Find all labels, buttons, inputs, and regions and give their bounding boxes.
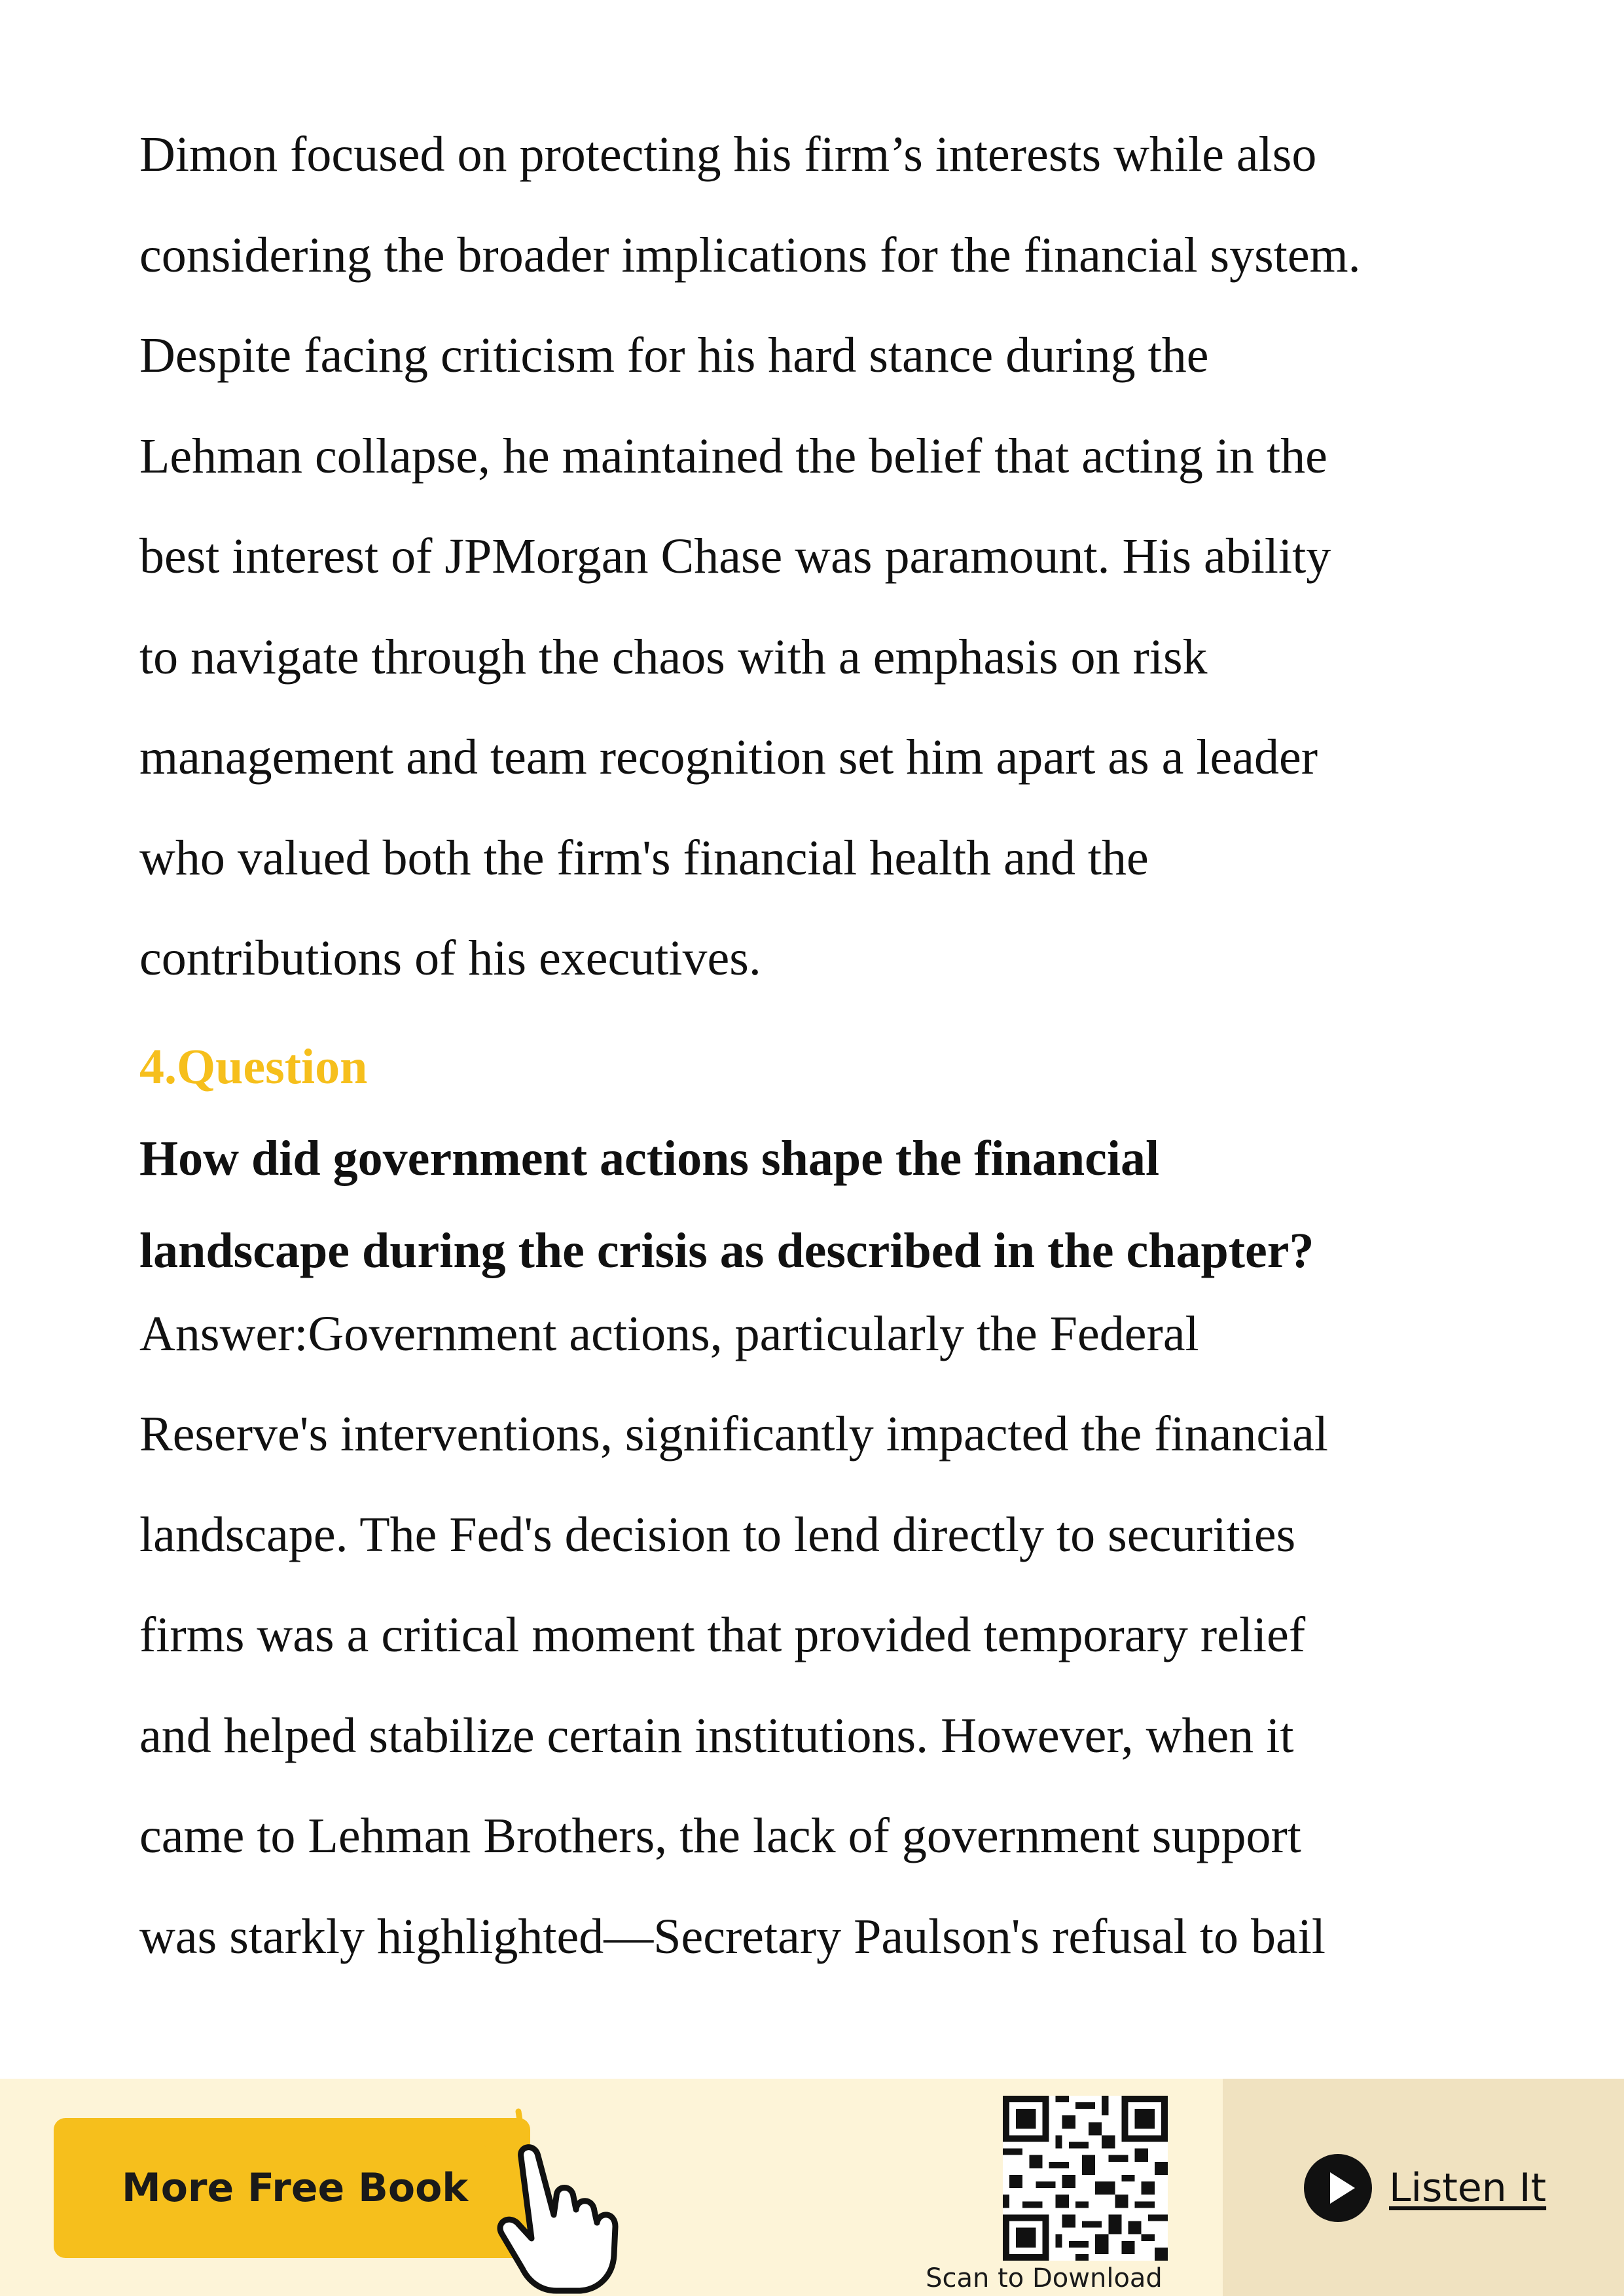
question-title-line: How did government actions shape the financial	[139, 1130, 1160, 1186]
answer-paragraph	[139, 1284, 1514, 1988]
qr-code-icon	[1003, 2096, 1168, 2261]
text-line: Dimon focused on protecting his firm’s interests while also	[139, 127, 1317, 182]
text-line: best interest of JPMorgan Chase was paramount. His ability	[139, 529, 1331, 584]
question-title	[139, 1113, 1514, 1297]
scan-to-download-label: Scan to Download	[926, 2263, 1163, 2293]
answer-line: and helped stabilize certain institutions. However, when it	[139, 1708, 1294, 1763]
text-line: contributions of his executives.	[139, 931, 761, 986]
text-line: Lehman collapse, he maintained the belief that acting in the	[139, 428, 1327, 484]
answer-line: landscape. The Fed's decision to lend directly to securities	[139, 1507, 1296, 1562]
document-body	[139, 105, 1514, 1987]
answer-line: was starkly highlighted—Secretary Paulson's refusal to bail	[139, 1909, 1326, 1964]
text-line: considering the broader implications for the financial system.	[139, 227, 1361, 283]
pointing-hand-icon	[458, 2105, 628, 2295]
text-line: Despite facing criticism for his hard stance during the	[139, 328, 1209, 383]
answer-line: Answer:Government actions, particularly the Federal	[139, 1306, 1199, 1361]
play-icon	[1303, 2153, 1373, 2223]
listen-it-button[interactable]	[1303, 2152, 1546, 2224]
answer-line: Reserve's interventions, significantly impacted the financial	[139, 1407, 1329, 1462]
question-title-line: landscape during the crisis as described in the chapter?	[139, 1223, 1314, 1278]
more-free-book-label: More Free Book	[122, 2165, 469, 2211]
text-line: who valued both the firm's financial health and the	[139, 830, 1149, 886]
footer-bar	[0, 2079, 1624, 2296]
answer-line: came to Lehman Brothers, the lack of government support	[139, 1808, 1301, 1863]
question-label: 4.Question	[139, 1039, 368, 1094]
text-line: to navigate through the chaos with a emphasis on risk	[139, 629, 1208, 685]
listen-it-label: Listen It	[1389, 2165, 1547, 2211]
paragraph	[139, 105, 1514, 1009]
text-line: management and team recognition set him apart as a leader	[139, 730, 1318, 785]
answer-line: firms was a critical moment that provided temporary relief	[139, 1607, 1306, 1662]
